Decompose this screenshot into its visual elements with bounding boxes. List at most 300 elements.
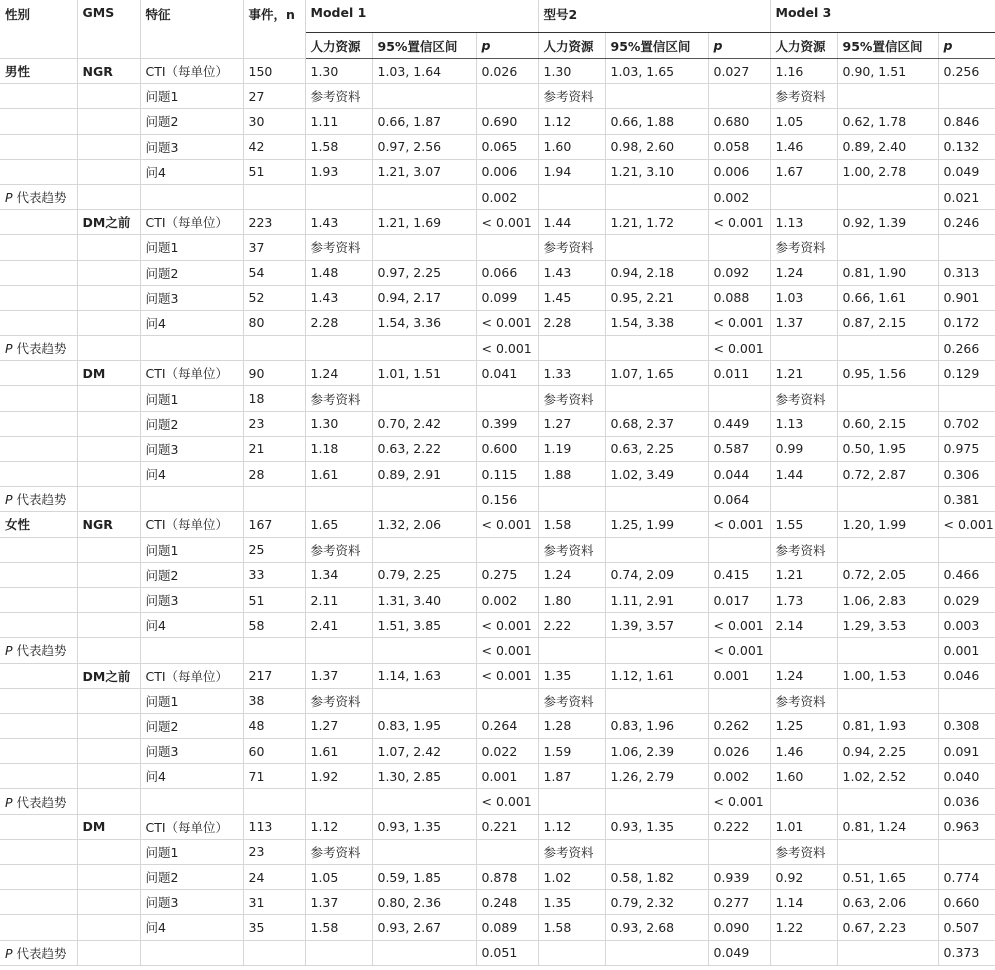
- cell-feature: 问题1: [140, 537, 243, 562]
- cell-sex: [0, 915, 77, 940]
- cell-ci-m2: 1.26, 2.79: [605, 764, 708, 789]
- cell-hr-m1: [305, 184, 372, 209]
- table-row: [0, 361, 995, 386]
- table-row: [0, 764, 995, 789]
- trend-label: 代表趋势: [12, 643, 67, 659]
- header-ci: 95%置信区间: [605, 33, 708, 59]
- cell-ci-m1: 0.80, 2.36: [372, 890, 476, 915]
- table-row: [0, 84, 995, 109]
- cell-hr-m3: 1.21: [770, 361, 837, 386]
- trend-label: 代表趋势: [12, 492, 67, 508]
- cell-hr-m1: 1.24: [305, 361, 372, 386]
- cell-p-m1: < 0.001: [476, 210, 538, 235]
- cell-ci-m2: 1.07, 1.65: [605, 361, 708, 386]
- cell-sex: [0, 688, 77, 713]
- cell-feature: 问题1: [140, 386, 243, 411]
- cell-ci-m1: 0.70, 2.42: [372, 411, 476, 436]
- cell-events: 31: [243, 890, 305, 915]
- cell-ci-m1: [372, 184, 476, 209]
- cell-sex: [0, 235, 77, 260]
- cell-p-m3: 0.466: [938, 562, 995, 587]
- cell-p-m1: 0.041: [476, 361, 538, 386]
- cell-hr-m2: 1.88: [538, 462, 605, 487]
- cell-p-m2: 0.939: [708, 865, 770, 890]
- cell-events: 23: [243, 839, 305, 864]
- cell-p-m1: 0.248: [476, 890, 538, 915]
- cell-p-m2: 0.088: [708, 285, 770, 310]
- cell-p-m2: [708, 84, 770, 109]
- cell-ci-m2: 0.79, 2.32: [605, 890, 708, 915]
- cell-ci-m1: 0.63, 2.22: [372, 436, 476, 461]
- table-row: [0, 59, 995, 84]
- cell-ci-m1: 1.14, 1.63: [372, 663, 476, 688]
- cell-gms: [77, 134, 140, 159]
- cell-p-m2: [708, 839, 770, 864]
- cell-hr-m1: 1.48: [305, 260, 372, 285]
- cell-p-m3: 0.963: [938, 814, 995, 839]
- cell-sex: [0, 638, 77, 663]
- cell-p-m3: [938, 839, 995, 864]
- cell-feature: 问题2: [140, 109, 243, 134]
- cell-sex: [0, 537, 77, 562]
- cell-gms: [77, 915, 140, 940]
- cell-ci-m3: 0.81, 1.90: [837, 260, 938, 285]
- cell-hr-m2: 1.43: [538, 260, 605, 285]
- cell-ci-m2: 0.63, 2.25: [605, 436, 708, 461]
- cell-ci-m3: [837, 789, 938, 814]
- cell-p-m2: 0.001: [708, 663, 770, 688]
- cell-hr-m2: 1.28: [538, 713, 605, 738]
- cell-p-m2: < 0.001: [708, 512, 770, 537]
- cell-sex: [0, 713, 77, 738]
- cell-hr-m2: 1.35: [538, 890, 605, 915]
- table-row: [0, 184, 995, 209]
- cell-p-m1: 0.066: [476, 260, 538, 285]
- cell-p-m3: 0.246: [938, 210, 995, 235]
- cell-p-m2: [708, 537, 770, 562]
- cell-gms: [77, 84, 140, 109]
- cell-gms: [77, 890, 140, 915]
- cell-ci-m2: [605, 336, 708, 361]
- cell-hr-m1: 1.43: [305, 210, 372, 235]
- cell-feature: 问题2: [140, 713, 243, 738]
- cell-hr-m2: 1.12: [538, 109, 605, 134]
- table-row: [0, 537, 995, 562]
- cell-hr-m2: 2.28: [538, 310, 605, 335]
- cell-p-m3: 0.774: [938, 865, 995, 890]
- cell-p-m1: < 0.001: [476, 512, 538, 537]
- cell-gms: [77, 638, 140, 663]
- cell-hr-m2: 1.59: [538, 739, 605, 764]
- cell-hr-m3: [770, 638, 837, 663]
- cell-feature: 问题3: [140, 587, 243, 612]
- table-row: [0, 613, 995, 638]
- cell-hr-m1: 1.30: [305, 411, 372, 436]
- table-row: [0, 411, 995, 436]
- cell-hr-m3: 参考资料: [770, 84, 837, 109]
- table-row: [0, 109, 995, 134]
- cell-p-m3: 0.132: [938, 134, 995, 159]
- cell-p-m1: 0.221: [476, 814, 538, 839]
- cell-hr-m2: 2.22: [538, 613, 605, 638]
- cell-feature: [140, 336, 243, 361]
- cell-sex: [0, 109, 77, 134]
- cell-hr-m2: 1.58: [538, 915, 605, 940]
- cell-p-m2: 0.090: [708, 915, 770, 940]
- cell-ci-m1: [372, 839, 476, 864]
- cell-p-m1: [476, 537, 538, 562]
- cell-hr-m3: [770, 940, 837, 965]
- cell-p-m3: 0.660: [938, 890, 995, 915]
- cell-sex: [0, 487, 77, 512]
- cell-ci-m3: [837, 638, 938, 663]
- cell-hr-m2: [538, 336, 605, 361]
- cell-ci-m1: 0.66, 1.87: [372, 109, 476, 134]
- table-row: [0, 638, 995, 663]
- cell-feature: CTI（每单位）: [140, 512, 243, 537]
- cell-ci-m3: 0.89, 2.40: [837, 134, 938, 159]
- cell-events: 167: [243, 512, 305, 537]
- cell-p-m1: [476, 688, 538, 713]
- cell-hr-m2: 1.24: [538, 562, 605, 587]
- cell-hr-m3: 1.24: [770, 663, 837, 688]
- header-model-1: Model 1: [305, 0, 538, 33]
- cell-gms: [77, 487, 140, 512]
- cell-gms: [77, 713, 140, 738]
- cell-ci-m3: 0.90, 1.51: [837, 59, 938, 84]
- header-hr: 人力资源: [538, 33, 605, 59]
- cell-ci-m2: [605, 638, 708, 663]
- cell-p-m2: 0.002: [708, 184, 770, 209]
- table-row: [0, 839, 995, 864]
- cell-ci-m1: 1.21, 1.69: [372, 210, 476, 235]
- cell-gms: [77, 386, 140, 411]
- cell-hr-m1: 1.43: [305, 285, 372, 310]
- cell-sex: [0, 865, 77, 890]
- cell-sex: [0, 663, 77, 688]
- cell-hr-m1: 1.37: [305, 890, 372, 915]
- cell-hr-m2: 1.45: [538, 285, 605, 310]
- cell-ci-m1: [372, 638, 476, 663]
- cell-events: 25: [243, 537, 305, 562]
- cell-hr-m1: 1.65: [305, 512, 372, 537]
- header-events: 事件，n: [243, 0, 305, 59]
- cell-sex: [0, 310, 77, 335]
- cell-ci-m1: 1.51, 3.85: [372, 613, 476, 638]
- cell-ci-m2: 1.02, 3.49: [605, 462, 708, 487]
- header-model-2: 型号2: [538, 0, 770, 33]
- cell-hr-m3: 1.60: [770, 764, 837, 789]
- cell-ci-m1: 1.54, 3.36: [372, 310, 476, 335]
- cell-ci-m2: 0.95, 2.21: [605, 285, 708, 310]
- cell-hr-m3: 2.14: [770, 613, 837, 638]
- table-row: [0, 739, 995, 764]
- cell-ci-m3: 0.62, 1.78: [837, 109, 938, 134]
- cell-gms: [77, 613, 140, 638]
- cell-p-m2: 0.222: [708, 814, 770, 839]
- cell-p-m2: 0.026: [708, 739, 770, 764]
- cell-gms: [77, 235, 140, 260]
- cell-hr-m2: 1.02: [538, 865, 605, 890]
- cell-p-m1: [476, 84, 538, 109]
- cell-hr-m3: 1.03: [770, 285, 837, 310]
- table-row: [0, 285, 995, 310]
- cell-events: [243, 940, 305, 965]
- cell-p-m3: 0.001: [938, 638, 995, 663]
- cell-hr-m3: 参考资料: [770, 688, 837, 713]
- cell-feature: 问题2: [140, 411, 243, 436]
- cell-ci-m2: 1.54, 3.38: [605, 310, 708, 335]
- cell-ci-m1: [372, 386, 476, 411]
- cell-sex: [0, 84, 77, 109]
- cell-ci-m2: 0.66, 1.88: [605, 109, 708, 134]
- cell-hr-m1: 1.61: [305, 739, 372, 764]
- cell-hr-m1: [305, 638, 372, 663]
- cell-hr-m3: 参考资料: [770, 537, 837, 562]
- cell-p-m1: 0.099: [476, 285, 538, 310]
- cell-hr-m3: 1.22: [770, 915, 837, 940]
- cell-sex: [0, 562, 77, 587]
- cell-p-m1: 0.002: [476, 184, 538, 209]
- cell-ci-m1: 0.59, 1.85: [372, 865, 476, 890]
- cell-ci-m2: [605, 386, 708, 411]
- p-symbol: P: [5, 492, 13, 508]
- cell-sex: [0, 613, 77, 638]
- cell-ci-m1: 0.89, 2.91: [372, 462, 476, 487]
- cell-events: 33: [243, 562, 305, 587]
- cell-p-m1: 0.006: [476, 159, 538, 184]
- cell-feature: CTI（每单位）: [140, 210, 243, 235]
- cell-sex: [0, 814, 77, 839]
- cell-gms: DM: [77, 361, 140, 386]
- cell-ci-m2: 1.21, 3.10: [605, 159, 708, 184]
- cell-hr-m3: [770, 336, 837, 361]
- cell-sex: [0, 764, 77, 789]
- cell-feature: [140, 487, 243, 512]
- cell-ci-m2: 0.94, 2.18: [605, 260, 708, 285]
- cell-events: [243, 184, 305, 209]
- cell-ci-m2: 0.98, 2.60: [605, 134, 708, 159]
- table-row: [0, 210, 995, 235]
- cell-ci-m3: 0.51, 1.65: [837, 865, 938, 890]
- cell-hr-m3: 1.16: [770, 59, 837, 84]
- cell-hr-m3: 1.13: [770, 411, 837, 436]
- cell-p-m3: 0.040: [938, 764, 995, 789]
- cell-hr-m1: 参考资料: [305, 235, 372, 260]
- cell-p-m3: 0.308: [938, 713, 995, 738]
- cell-ci-m1: 0.94, 2.17: [372, 285, 476, 310]
- cell-gms: [77, 336, 140, 361]
- cell-ci-m1: 0.83, 1.95: [372, 713, 476, 738]
- cell-hr-m3: 0.99: [770, 436, 837, 461]
- cell-p-m1: 0.264: [476, 713, 538, 738]
- cell-ci-m2: 0.68, 2.37: [605, 411, 708, 436]
- cell-p-m3: 0.901: [938, 285, 995, 310]
- cell-ci-m2: [605, 184, 708, 209]
- header-p: p: [708, 33, 770, 59]
- cell-ci-m1: [372, 336, 476, 361]
- header-ci: 95%置信区间: [837, 33, 938, 59]
- cell-hr-m1: 2.28: [305, 310, 372, 335]
- cell-feature: 问题3: [140, 285, 243, 310]
- cell-events: 60: [243, 739, 305, 764]
- cell-hr-m2: 1.33: [538, 361, 605, 386]
- cell-hr-m1: 参考资料: [305, 84, 372, 109]
- cell-ci-m3: 0.81, 1.93: [837, 713, 938, 738]
- table-row: [0, 713, 995, 738]
- cell-p-m3: 0.129: [938, 361, 995, 386]
- cell-p-m1: 0.878: [476, 865, 538, 890]
- cell-gms: [77, 436, 140, 461]
- cell-sex: [0, 361, 77, 386]
- cell-hr-m1: 参考资料: [305, 386, 372, 411]
- cell-ci-m3: [837, 940, 938, 965]
- cell-gms: DM: [77, 814, 140, 839]
- cell-sex: 男性: [0, 59, 77, 84]
- cell-feature: CTI（每单位）: [140, 814, 243, 839]
- table-row: [0, 688, 995, 713]
- cell-events: 30: [243, 109, 305, 134]
- table-row: [0, 386, 995, 411]
- cell-p-m1: 0.156: [476, 487, 538, 512]
- cell-p-m3: 0.313: [938, 260, 995, 285]
- cell-p-m1: 0.690: [476, 109, 538, 134]
- cell-ci-m3: 0.81, 1.24: [837, 814, 938, 839]
- cell-hr-m3: 1.37: [770, 310, 837, 335]
- cell-hr-m3: 1.55: [770, 512, 837, 537]
- cell-sex: [0, 411, 77, 436]
- cell-ci-m2: [605, 84, 708, 109]
- cell-p-m1: [476, 386, 538, 411]
- cell-p-m3: 0.266: [938, 336, 995, 361]
- cell-events: 42: [243, 134, 305, 159]
- cell-gms: [77, 688, 140, 713]
- cell-hr-m2: 参考资料: [538, 235, 605, 260]
- cell-ci-m1: 1.31, 3.40: [372, 587, 476, 612]
- table-row: [0, 814, 995, 839]
- cell-ci-m3: [837, 84, 938, 109]
- cell-hr-m3: 1.14: [770, 890, 837, 915]
- cell-p-m1: < 0.001: [476, 310, 538, 335]
- cell-hr-m3: 参考资料: [770, 386, 837, 411]
- cell-events: 113: [243, 814, 305, 839]
- p-symbol: P: [5, 643, 13, 659]
- cell-hr-m1: 1.93: [305, 159, 372, 184]
- cell-hr-m2: 1.12: [538, 814, 605, 839]
- cell-feature: 问题2: [140, 865, 243, 890]
- p-symbol: P: [5, 341, 13, 357]
- cell-hr-m1: 1.12: [305, 814, 372, 839]
- table-row: [0, 462, 995, 487]
- cell-gms: [77, 587, 140, 612]
- cell-events: 35: [243, 915, 305, 940]
- cell-gms: [77, 839, 140, 864]
- table-row: [0, 336, 995, 361]
- cell-ci-m3: 0.95, 1.56: [837, 361, 938, 386]
- header-feature: 特征: [140, 0, 243, 59]
- cell-sex: [0, 210, 77, 235]
- cell-gms: [77, 184, 140, 209]
- cell-ci-m3: 1.20, 1.99: [837, 512, 938, 537]
- cell-hr-m2: [538, 184, 605, 209]
- cell-p-m1: < 0.001: [476, 663, 538, 688]
- cell-gms: [77, 865, 140, 890]
- cell-p-m2: < 0.001: [708, 210, 770, 235]
- cell-feature: 问4: [140, 915, 243, 940]
- cell-p-m2: 0.006: [708, 159, 770, 184]
- cell-feature: 问4: [140, 310, 243, 335]
- cell-hr-m1: 2.11: [305, 587, 372, 612]
- cell-ci-m1: 0.93, 1.35: [372, 814, 476, 839]
- cell-hr-m1: 1.58: [305, 134, 372, 159]
- cell-p-m2: < 0.001: [708, 310, 770, 335]
- cell-p-m2: 0.680: [708, 109, 770, 134]
- cell-p-m2: < 0.001: [708, 336, 770, 361]
- cell-ci-m3: 0.92, 1.39: [837, 210, 938, 235]
- cell-hr-m1: 1.30: [305, 59, 372, 84]
- cell-ci-m3: 0.72, 2.05: [837, 562, 938, 587]
- cell-sex: [0, 285, 77, 310]
- cell-hr-m2: 参考资料: [538, 839, 605, 864]
- cell-events: 51: [243, 587, 305, 612]
- cell-hr-m3: [770, 789, 837, 814]
- cell-hr-m3: 1.21: [770, 562, 837, 587]
- cell-hr-m2: 参考资料: [538, 386, 605, 411]
- cell-hr-m2: 1.35: [538, 663, 605, 688]
- cell-p-m1: 0.022: [476, 739, 538, 764]
- cell-p-m1: 0.065: [476, 134, 538, 159]
- cell-p-m1: 0.051: [476, 940, 538, 965]
- cell-ci-m2: [605, 487, 708, 512]
- cell-hr-m3: [770, 184, 837, 209]
- cell-ci-m3: [837, 537, 938, 562]
- cell-sex: [0, 789, 77, 814]
- cell-p-m1: < 0.001: [476, 789, 538, 814]
- cell-p-m1: 0.115: [476, 462, 538, 487]
- cell-p-m2: 0.044: [708, 462, 770, 487]
- cell-ci-m1: [372, 487, 476, 512]
- header-model-3: Model 3: [770, 0, 995, 33]
- cell-ci-m2: [605, 235, 708, 260]
- cell-hr-m3: 1.67: [770, 159, 837, 184]
- cell-hr-m1: [305, 336, 372, 361]
- cell-p-m2: 0.027: [708, 59, 770, 84]
- cell-ci-m1: 1.30, 2.85: [372, 764, 476, 789]
- cell-hr-m3: 1.44: [770, 462, 837, 487]
- cell-hr-m1: [305, 487, 372, 512]
- cell-sex: [0, 260, 77, 285]
- cell-p-m3: 0.003: [938, 613, 995, 638]
- cell-p-m2: 0.262: [708, 713, 770, 738]
- cell-feature: [140, 638, 243, 663]
- cell-ci-m3: [837, 839, 938, 864]
- cell-p-m2: 0.002: [708, 764, 770, 789]
- cell-p-m2: [708, 386, 770, 411]
- cell-ci-m3: 1.06, 2.83: [837, 587, 938, 612]
- cell-ci-m3: 0.94, 2.25: [837, 739, 938, 764]
- cell-gms: [77, 260, 140, 285]
- cell-ci-m2: 1.03, 1.65: [605, 59, 708, 84]
- header-gms: GMS: [77, 0, 140, 59]
- cell-hr-m2: 1.27: [538, 411, 605, 436]
- cell-hr-m1: 1.27: [305, 713, 372, 738]
- cell-ci-m3: 0.66, 1.61: [837, 285, 938, 310]
- cell-p-m2: 0.587: [708, 436, 770, 461]
- cell-p-m1: [476, 235, 538, 260]
- cell-events: 18: [243, 386, 305, 411]
- cell-sex: [0, 336, 77, 361]
- cell-ci-m3: 0.60, 2.15: [837, 411, 938, 436]
